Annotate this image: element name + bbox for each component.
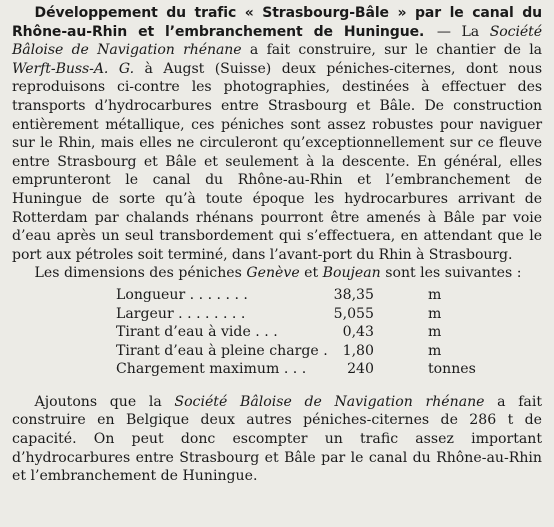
dimension-value: 5,055 <box>333 305 374 322</box>
dimension-label: Tirant d’eau à pleine charge . <box>116 342 328 359</box>
company-name: Société Bâloise de Navigation rhénane <box>12 23 543 59</box>
dimensions-list <box>12 286 542 379</box>
dimension-label: Longueur . . . . . . . <box>116 286 248 303</box>
article-page <box>12 4 542 523</box>
paragraph-text: a fait construire en Belgique deux autres péniches-citernes de 286 t de capacité. On peut donc escompter un trafic assez important d’hydrocarbures entre Strasbourg et Bâle par le canal du Rhône-au-Rhin et l’embranchement de Huningue. <box>12 393 543 485</box>
dimension-label: Tirant d’eau à vide . . . <box>116 324 278 341</box>
dimension-row <box>12 342 542 361</box>
paragraph-text: Ajoutons que la <box>34 393 175 410</box>
dimension-label: Largeur . . . . . . . . <box>116 305 246 322</box>
dimension-value: 0,43 <box>342 324 374 341</box>
paragraph-text: sont les suivantes : <box>380 265 522 282</box>
dimension-row <box>12 323 542 342</box>
paragraph-text: a fait construire, sur le chantier de la <box>241 42 542 59</box>
headline-dash: — La <box>436 23 480 40</box>
article-paragraph-intro <box>12 4 542 264</box>
dimension-value: 38,35 <box>333 286 374 303</box>
dimension-row <box>12 360 542 379</box>
company-name: Société Bâloise de Navigation rhénane <box>174 393 485 410</box>
dimension-unit: m <box>428 286 442 303</box>
dimension-unit: m <box>428 305 442 322</box>
spacer <box>12 379 542 393</box>
dimension-unit: tonnes <box>428 361 476 378</box>
dimension-row <box>12 305 542 324</box>
dimension-unit: m <box>428 324 442 341</box>
dimension-unit: m <box>428 342 442 359</box>
paragraph-text: et <box>299 265 323 282</box>
dimension-value: 240 <box>347 361 374 378</box>
article-headline: Développement du trafic « Strasbourg-Bâle » par le canal du Rhône-au-Rhin et l’embranchement de Huningue. <box>12 5 542 40</box>
paragraph-text: Les dimensions des péniches <box>34 265 247 282</box>
barge-name-boujean: Boujean <box>322 265 381 282</box>
dimension-value: 1,80 <box>342 342 374 359</box>
dimension-row <box>12 286 542 305</box>
paragraph-text: à Augst (Suisse) deux péniches-citernes, dont nous reproduisons ci-contre les photographies, destinées à effectuer des transports d’hydrocarbures entre Strasbourg et Bâle. De construction entièrement métallique, ces péniches sont assez robustes pour naviguer sur le Rhin, mais elles ne circuleront qu’exceptionnellement sur ce fleuve entre Strasbourg et Bâle et seulement à la descente. En général, elles emprunteront le canal du Rhône-au-Rhin et l’embranchement de Huningue de sorte qu’à toute époque les hydrocarbures arrivant de Rotterdam par chalands rhénans pourront être amenés à Bâle par voie d’eau après un seul transbordement qui s’effectuera, en attendant que le port aux pétroles soit terminé, dans l’avant-port du Rhin à Strasbourg. <box>12 60 542 263</box>
article-paragraph-final <box>12 393 542 486</box>
shipyard-name: Werft-Buss-A. G. <box>12 60 134 77</box>
barge-name-geneve: Genève <box>246 265 300 282</box>
dimension-label: Chargement maximum . . . <box>116 361 307 378</box>
dimensions-intro <box>12 264 542 283</box>
